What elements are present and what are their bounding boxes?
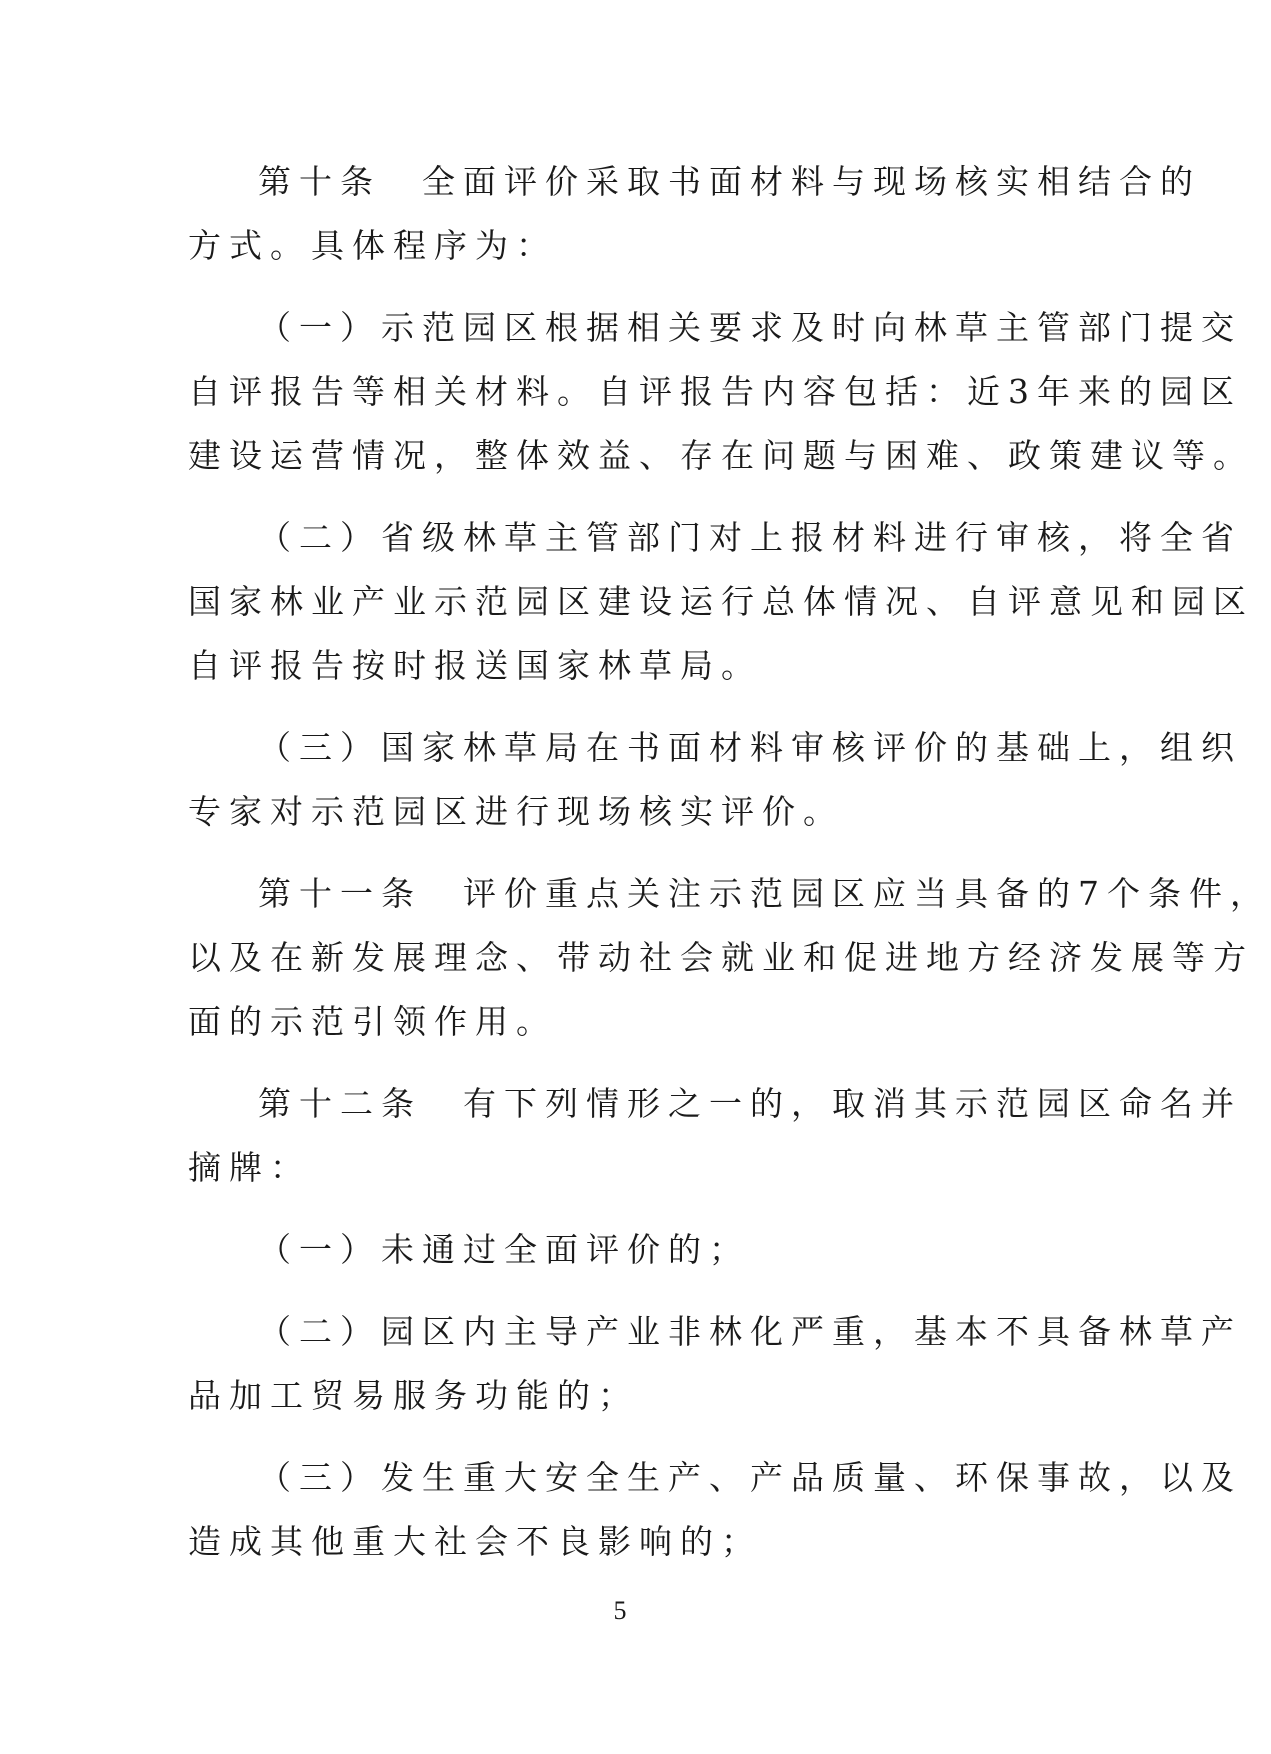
article-12-item-3-line-1: （三）发生重大安全生产、产品质量、环保事故，以及 [258,1458,1242,1497]
document-body [188,150,1271,1574]
article-11-line-1: 第十一条 评价重点关注示范园区应当具备的7个条件， [258,874,1271,913]
article-12-item-2-line-1: （二）园区内主导产业非林化严重，基本不具备林草产 [258,1312,1242,1351]
article-10-item-1-line-1: （一）示范园区根据相关要求及时向林草主管部门提交 [258,308,1242,347]
article-11-line-2: 以及在新发展理念、带动社会就业和促进地方经济发展等方 [188,938,1254,977]
article-10-item-1-line-2: 自评报告等相关材料。自评报告内容包括：近3年来的园区 [188,372,1242,411]
article-10-line-2: 方式。具体程序为： [188,226,557,265]
page-number: 5 [613,1596,627,1625]
article-12-item-3-line-2: 造成其他重大社会不良影响的； [188,1522,762,1561]
article-10-item-3-line-2: 专家对示范园区进行现场核实评价。 [188,792,844,831]
article-12-item-1-line-1: （一）未通过全面评价的； [258,1230,750,1269]
article-10-item-3-line-1: （三）国家林草局在书面材料审核评价的基础上，组织 [258,728,1242,767]
article-12-item-2-line-2: 品加工贸易服务功能的； [188,1376,639,1415]
article-10-item-2-line-1: （二）省级林草主管部门对上报材料进行审核，将全省 [258,518,1242,557]
article-11-line-3: 面的示范引领作用。 [188,1002,557,1041]
article-12-line-1: 第十二条 有下列情形之一的，取消其示范园区命名并 [258,1084,1242,1123]
article-10-line-1: 第十条 全面评价采取书面材料与现场核实相结合的 [258,162,1201,201]
article-10-item-2-line-3: 自评报告按时报送国家林草局。 [188,646,762,685]
article-10-item-2-line-2: 国家林业产业示范园区建设运行总体情况、自评意见和园区 [188,582,1254,621]
article-10-item-1-line-3: 建设运营情况，整体效益、存在问题与困难、政策建议等。 [188,436,1254,475]
article-12-line-2: 摘牌： [188,1148,311,1187]
